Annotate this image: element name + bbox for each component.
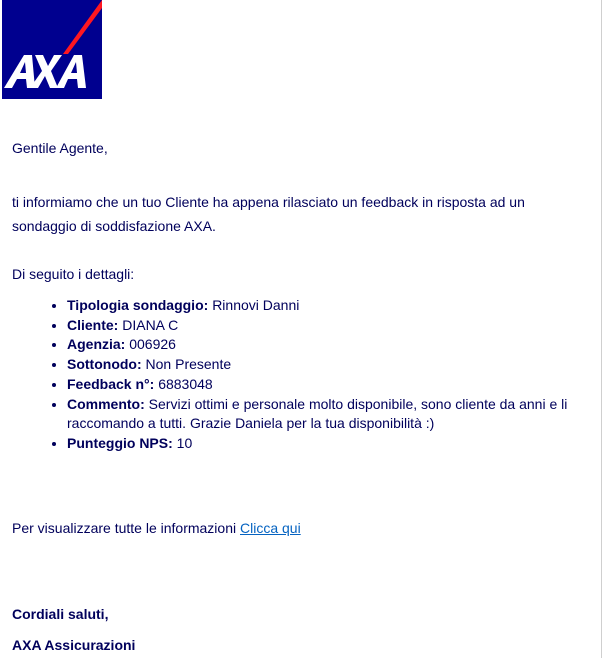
- signature: AXA Assicurazioni: [12, 637, 136, 653]
- details-label: Di seguito i dettagli:: [12, 266, 135, 282]
- details-list: [12, 296, 587, 454]
- detail-value: 6883048: [158, 375, 213, 392]
- detail-value: Servizi ottimi e personale molto disponibile, sono cliente da anni e li raccomando a tutti. Grazie Daniela per la tua disponibilità :): [67, 395, 568, 432]
- list-item: [67, 375, 587, 395]
- detail-label: Cliente:: [67, 316, 119, 333]
- detail-value: 006926: [129, 336, 176, 353]
- detail-value: Rinnovi Danni: [212, 297, 300, 313]
- list-item: [67, 395, 587, 434]
- email-content: [12, 138, 587, 653]
- right-border: [601, 0, 602, 658]
- signoff: [12, 599, 135, 658]
- detail-label: Commento:: [67, 395, 145, 412]
- detail-label: Tipologia sondaggio:: [67, 297, 209, 313]
- greeting: Gentile Agente,: [12, 140, 108, 156]
- detail-label: Sottonodo:: [67, 356, 142, 373]
- list-item: [67, 316, 587, 336]
- view-all-line: [12, 518, 301, 538]
- detail-label: Punteggio NPS:: [67, 434, 173, 451]
- list-item: [67, 296, 587, 316]
- list-item: [67, 355, 587, 375]
- axa-logo-icon: [2, 0, 102, 99]
- detail-label: Agenzia:: [67, 336, 126, 353]
- view-all-link[interactable]: Clicca qui: [240, 520, 301, 536]
- closing: Cordiali saluti,: [12, 606, 109, 622]
- view-all-text: Per visualizzare tutte le informazioni: [12, 520, 237, 536]
- detail-value: DIANA C: [122, 316, 179, 333]
- list-item: [67, 335, 587, 355]
- detail-value: 10: [176, 434, 193, 451]
- axa-logo: [2, 0, 102, 99]
- list-item: [67, 434, 587, 454]
- detail-value: Non Presente: [145, 356, 232, 373]
- detail-label: Feedback n°:: [67, 375, 155, 392]
- intro-text: ti informiamo che un tuo Cliente ha appena rilasciato un feedback in risposta ad un sondaggio di soddisfazione AXA.: [12, 194, 525, 234]
